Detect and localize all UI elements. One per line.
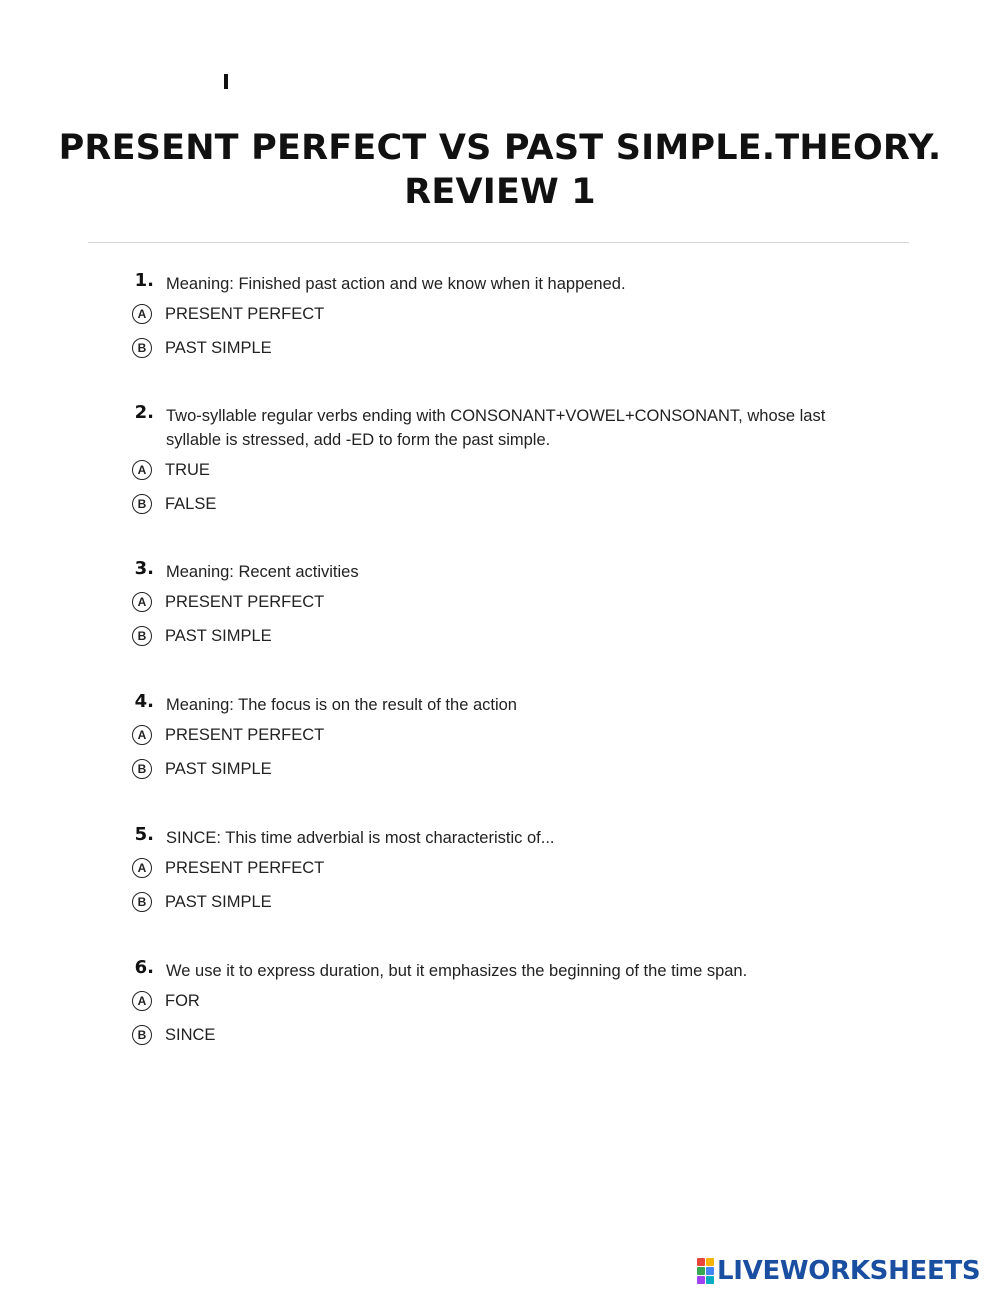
option-text: TRUE (165, 460, 210, 479)
option-b[interactable] (130, 889, 870, 915)
title-line-1: PRESENT PERFECT VS PAST SIMPLE.THEORY. (58, 128, 942, 168)
option-b[interactable] (130, 623, 870, 649)
liveworksheets-logo-icon (697, 1258, 714, 1284)
option-a[interactable] (130, 988, 870, 1014)
brand-name: LIVEWORKSHEETS (717, 1256, 981, 1286)
question-text: SINCE: This time adverbial is most characteristic of... (166, 829, 555, 847)
option-letter-b-icon: B (132, 1025, 152, 1045)
option-b[interactable] (130, 335, 870, 361)
question-1 (130, 272, 870, 361)
worksheet-title (40, 126, 960, 214)
logo-tile (697, 1267, 705, 1275)
option-a[interactable] (130, 589, 870, 615)
question-header (130, 693, 870, 717)
question-text: We use it to express duration, but it emphasizes the beginning of the time span. (166, 962, 748, 980)
question-number: 6. (134, 957, 154, 978)
option-b[interactable] (130, 491, 870, 517)
option-text: PAST SIMPLE (165, 626, 272, 645)
option-letter-b-icon: B (132, 494, 152, 514)
option-letter-b-icon: B (132, 759, 152, 779)
title-divider (88, 242, 909, 243)
option-letter-a-icon: A (132, 304, 152, 324)
question-4 (130, 693, 870, 782)
option-letter-a-icon: A (132, 725, 152, 745)
option-text: FOR (165, 991, 200, 1010)
option-text: SINCE (165, 1025, 216, 1044)
option-a[interactable] (130, 457, 870, 483)
text-cursor-mark (224, 74, 228, 89)
option-b[interactable] (130, 1022, 870, 1048)
question-number: 1. (134, 270, 154, 291)
question-number: 3. (134, 558, 154, 579)
option-text: PRESENT PERFECT (165, 304, 325, 323)
question-header (130, 560, 870, 584)
option-letter-a-icon: A (132, 858, 152, 878)
question-header (130, 959, 870, 983)
question-6 (130, 959, 870, 1048)
option-text: PRESENT PERFECT (165, 725, 325, 744)
logo-tile (697, 1276, 705, 1284)
option-text: FALSE (165, 494, 217, 513)
logo-tile (706, 1267, 714, 1275)
option-letter-b-icon: B (132, 626, 152, 646)
option-letter-a-icon: A (132, 592, 152, 612)
option-letter-b-icon: B (132, 338, 152, 358)
option-a[interactable] (130, 301, 870, 327)
option-text: PAST SIMPLE (165, 759, 272, 778)
question-number: 5. (134, 824, 154, 845)
question-number: 4. (134, 691, 154, 712)
question-header (130, 272, 870, 296)
logo-tile (706, 1276, 714, 1284)
liveworksheets-brand[interactable] (697, 1257, 980, 1285)
question-text: Meaning: Recent activities (166, 563, 359, 581)
option-a[interactable] (130, 855, 870, 881)
option-a[interactable] (130, 722, 870, 748)
option-text: PRESENT PERFECT (165, 858, 325, 877)
question-number: 2. (134, 402, 154, 423)
option-letter-b-icon: B (132, 892, 152, 912)
option-letter-a-icon: A (132, 460, 152, 480)
question-5 (130, 826, 870, 915)
question-text: Meaning: The focus is on the result of the action (166, 696, 517, 714)
logo-tile (706, 1258, 714, 1266)
question-3 (130, 560, 870, 649)
question-text: Two-syllable regular verbs ending with CONSONANT+VOWEL+CONSONANT, whose last syllable is stressed, add -ED to form the past simple. (166, 407, 826, 449)
question-text: Meaning: Finished past action and we know when it happened. (166, 275, 626, 293)
option-b[interactable] (130, 756, 870, 782)
question-header (130, 404, 870, 452)
question-2 (130, 404, 870, 517)
option-letter-a-icon: A (132, 991, 152, 1011)
logo-tile (697, 1258, 705, 1266)
title-line-2: REVIEW 1 (404, 172, 596, 212)
option-text: PRESENT PERFECT (165, 592, 325, 611)
option-text: PAST SIMPLE (165, 892, 272, 911)
question-header (130, 826, 870, 850)
option-text: PAST SIMPLE (165, 338, 272, 357)
